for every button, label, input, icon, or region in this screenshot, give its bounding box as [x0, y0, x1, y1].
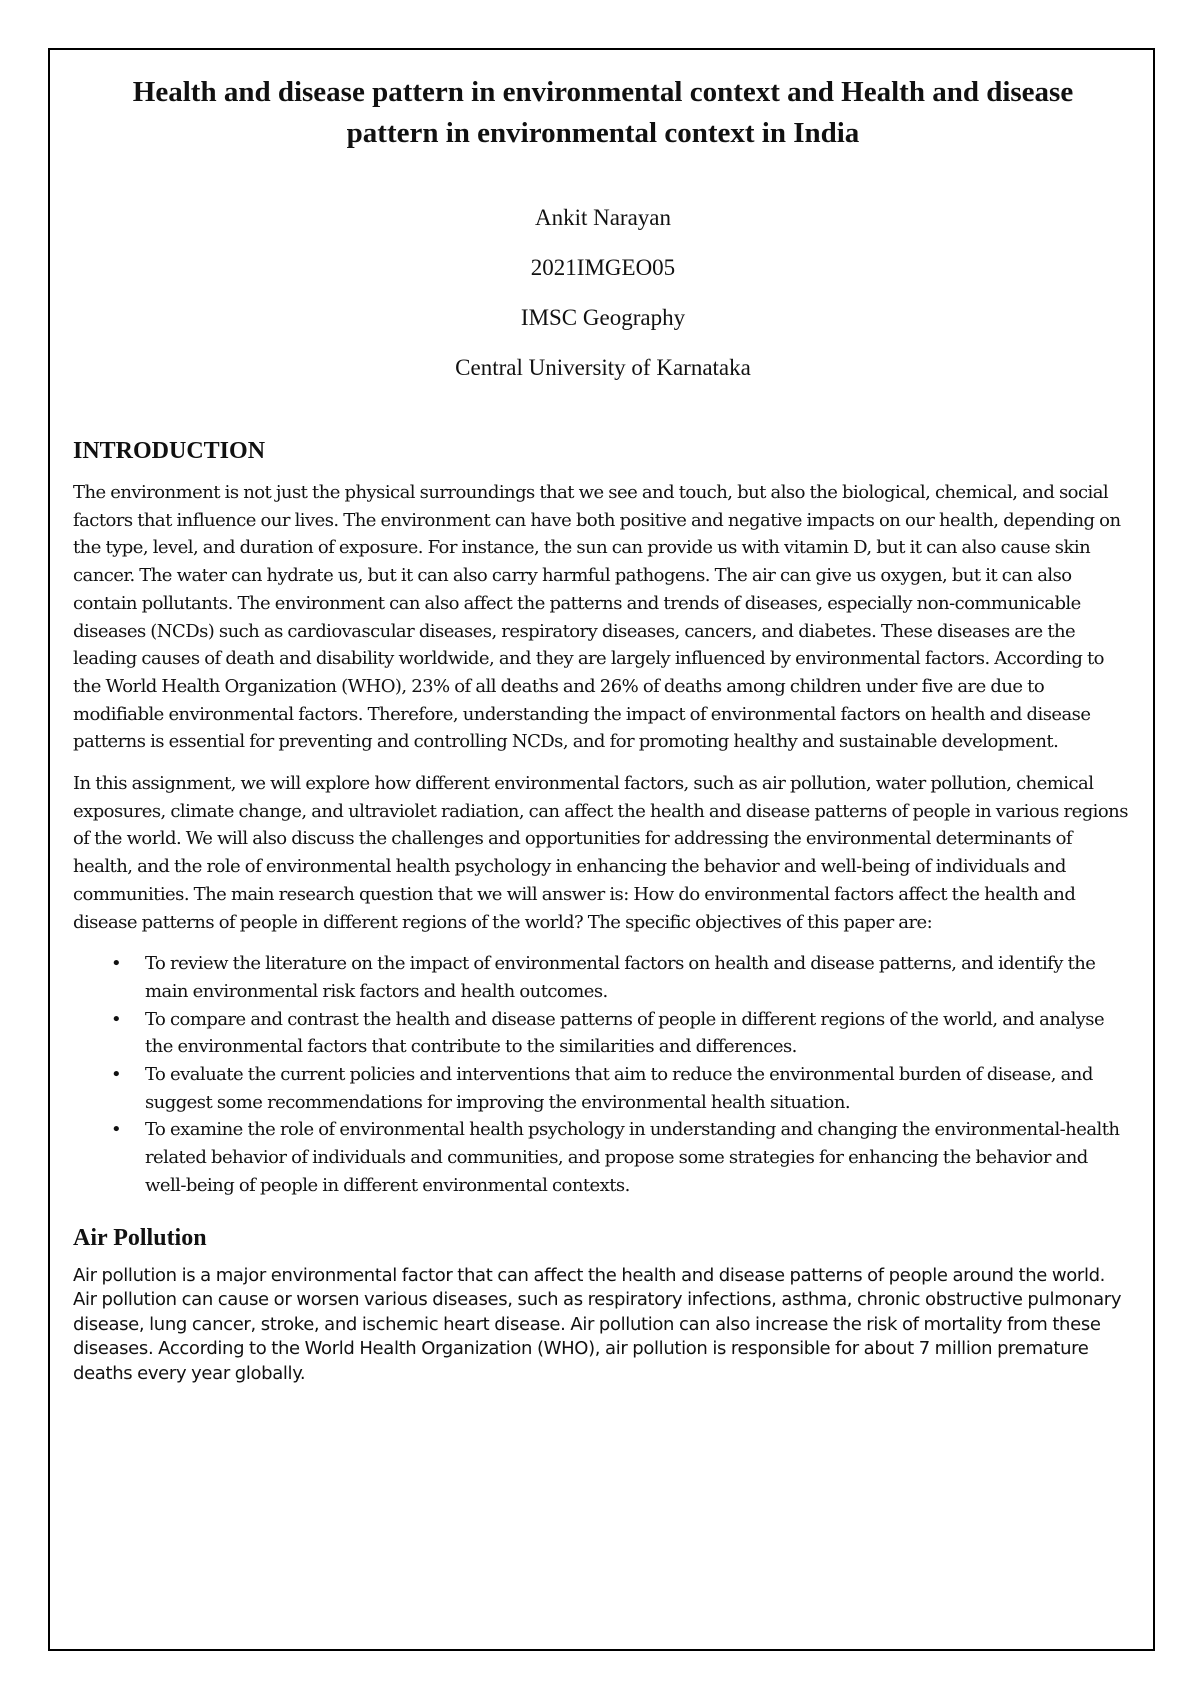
author-program: IMSC Geography [520, 305, 686, 330]
author-id: 2021IMGEO05 [530, 255, 676, 280]
objective-item [73, 1006, 1133, 1061]
bullet-icon: • [111, 1064, 122, 1086]
introduction-heading: INTRODUCTION [73, 438, 266, 464]
introduction-paragraph-1: The environment is not just the physical surroundings that we see and touch, but also the biological, chemical, and social factors that influence our lives. The environment can have both positive and negative impacts on our health, depending on the type, level, and duration of exposure. For instance, the sun can provide us with vitamin D, but it can also cause skin cancer. The water can hydrate us, but it can also carry harmful pathogens. The air can give us oxygen, but it can also contain pollutants. The environment can also affect the patterns and trends of diseases, especially non-communicable diseases (NCDs) such as cardiovascular diseases, respiratory diseases, cancers, and diabetes. These diseases are the leading causes of death and disability worldwide, and they are largely influenced by environmental factors. According to the World Health Organization (WHO), 23% of all deaths and 26% of deaths among children under five are due to modifiable environmental factors. Therefore, understanding the impact of environmental factors on health and disease patterns is essential for preventing and controlling NCDs, and for promoting healthy and sustainable development. [73, 482, 1121, 753]
objective-item [73, 950, 1133, 1005]
objectives-list [73, 950, 1133, 1199]
objective-text: To evaluate the current policies and interventions that aim to reduce the environmental burden of disease, and suggest some recommendations for improving the environmental health situation. [145, 1064, 1093, 1113]
author-name: Ankit Narayan [534, 205, 672, 230]
air-pollution-heading: Air Pollution [73, 1224, 207, 1251]
document-title: Health and disease pattern in environmental context and Health and disease pattern in environmental context in India [132, 76, 1074, 149]
bullet-icon: • [111, 953, 122, 975]
introduction-paragraph-2: In this assignment, we will explore how different environmental factors, such as air pollution, water pollution, chemical exposures, climate change, and ultraviolet radiation, can affect the health and disease patterns of people in various regions of the world. We will also discuss the challenges and opportunities for addressing the environmental determinants of health, and the role of environmental health psychology in enhancing the behavior and well-being of individuals and communities. The main research question that we will answer is: How do environmental factors affect the health and disease patterns of people in different regions of the world? The specific objectives of this paper are: [73, 773, 1128, 933]
objective-text: To examine the role of environmental health psychology in understanding and changing the environmental-health related behavior of individuals and communities, and propose some strategies for enhancing the behavior and well-being of people in different environmental contexts. [145, 1119, 1120, 1196]
bullet-icon: • [111, 1008, 122, 1030]
air-pollution-paragraph: Air pollution is a major environmental factor that can affect the health and disease patterns of people around the world. Air pollution can cause or worsen various diseases, such as respiratory infections, asthma, chronic obstructive pulmonary disease, lung cancer, stroke, and ischemic heart disease. Air pollution can also increase the risk of mortality from these diseases. According to the World Health Organization (WHO), air pollution is responsible for about 7 million premature deaths every year globally. [73, 1264, 1122, 1384]
bullet-icon: • [111, 1119, 122, 1141]
objective-item [73, 1116, 1133, 1199]
author-institution: Central University of Karnataka [455, 355, 751, 380]
author-block [73, 204, 1133, 381]
objective-text: To compare and contrast the health and disease patterns of people in different regions of the world, and analyse the environmental factors that contribute to the similarities and differences. [145, 1008, 1105, 1058]
document-page [73, 72, 1133, 1386]
objective-item [73, 1061, 1133, 1116]
objective-text: To review the literature on the impact of environmental factors on health and disease patterns, and identify the main environmental risk factors and health outcomes. [145, 953, 1096, 1002]
